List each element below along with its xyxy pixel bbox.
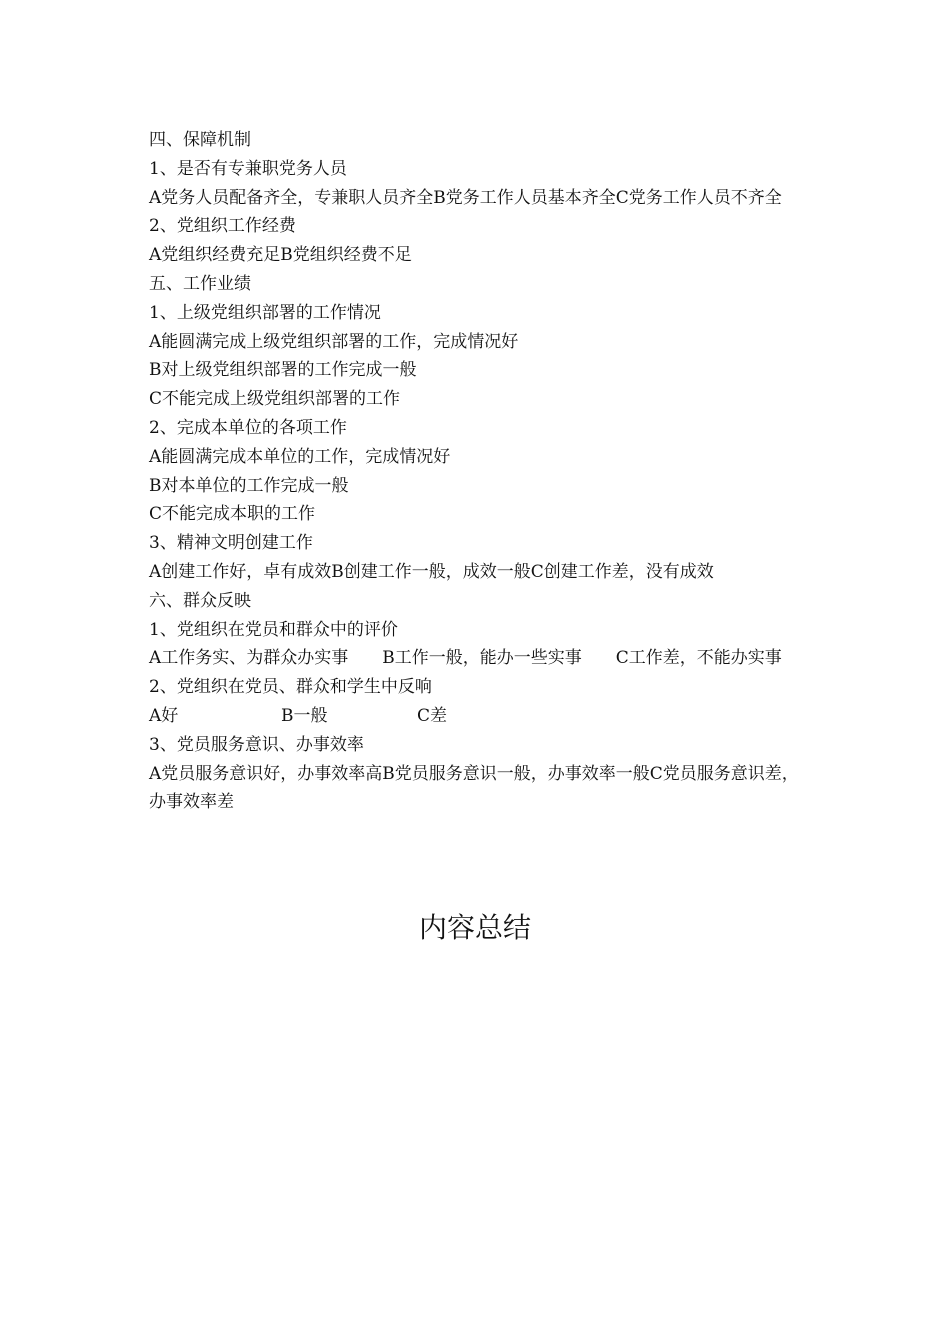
question-response: 2、党组织在党员、群众和学生中反响 [149, 677, 432, 698]
answer-superior-b: B对上级党组织部署的工作完成一般 [149, 360, 417, 381]
question-funding: 2、党组织工作经费 [149, 216, 296, 237]
answer-unit-b: B对本单位的工作完成一般 [149, 475, 349, 496]
question-civilization: 3、精神文明创建工作 [149, 533, 313, 554]
question-staff: 1、是否有专兼职党务人员 [149, 158, 347, 179]
answer-superior-c: C不能完成上级党组织部署的工作 [149, 389, 401, 410]
answer-unit-a: A能圆满完成本单位的工作，完成情况好 [149, 446, 451, 467]
option-b: B一般 [281, 705, 328, 726]
question-superior-work: 1、上级党组织部署的工作情况 [149, 302, 381, 323]
answer-staff: A党务人员配备齐全，专兼职人员齐全B党务工作人员基本齐全C党务工作人员不齐全 [149, 187, 782, 208]
answer-response-options [149, 702, 805, 731]
answer-unit-c: C不能完成本职的工作 [149, 504, 316, 525]
answer-civilization: A创建工作好，卓有成效B创建工作一般，成效一般C创建工作差，没有成效 [149, 561, 714, 582]
question-service: 3、党员服务意识、办事效率 [149, 734, 364, 755]
answer-funding: A党组织经费充足B党组织经费不足 [149, 245, 412, 266]
answer-superior-a: A能圆满完成上级党组织部署的工作，完成情况好 [149, 331, 519, 352]
answer-evaluation: A工作务实、为群众办实事 B工作一般，能办一些实事 C工作差，不能办实事 [149, 648, 782, 669]
section-heading-public-feedback: 六、群众反映 [149, 590, 251, 611]
summary-title: 内容总结 [418, 911, 531, 944]
option-a: A好 [149, 705, 179, 726]
section-heading-performance: 五、工作业绩 [149, 273, 251, 294]
question-unit-work: 2、完成本单位的各项工作 [149, 417, 347, 438]
question-evaluation: 1、党组织在党员和群众中的评价 [149, 619, 398, 640]
document-body [149, 126, 805, 817]
answer-service: A党员服务意识好，办事效率高B党员服务意识一般，办事效率一般C党员服务意识差，办事效率差 [149, 763, 799, 813]
section-heading-guarantee: 四、保障机制 [149, 130, 251, 150]
option-c: C差 [417, 705, 448, 726]
